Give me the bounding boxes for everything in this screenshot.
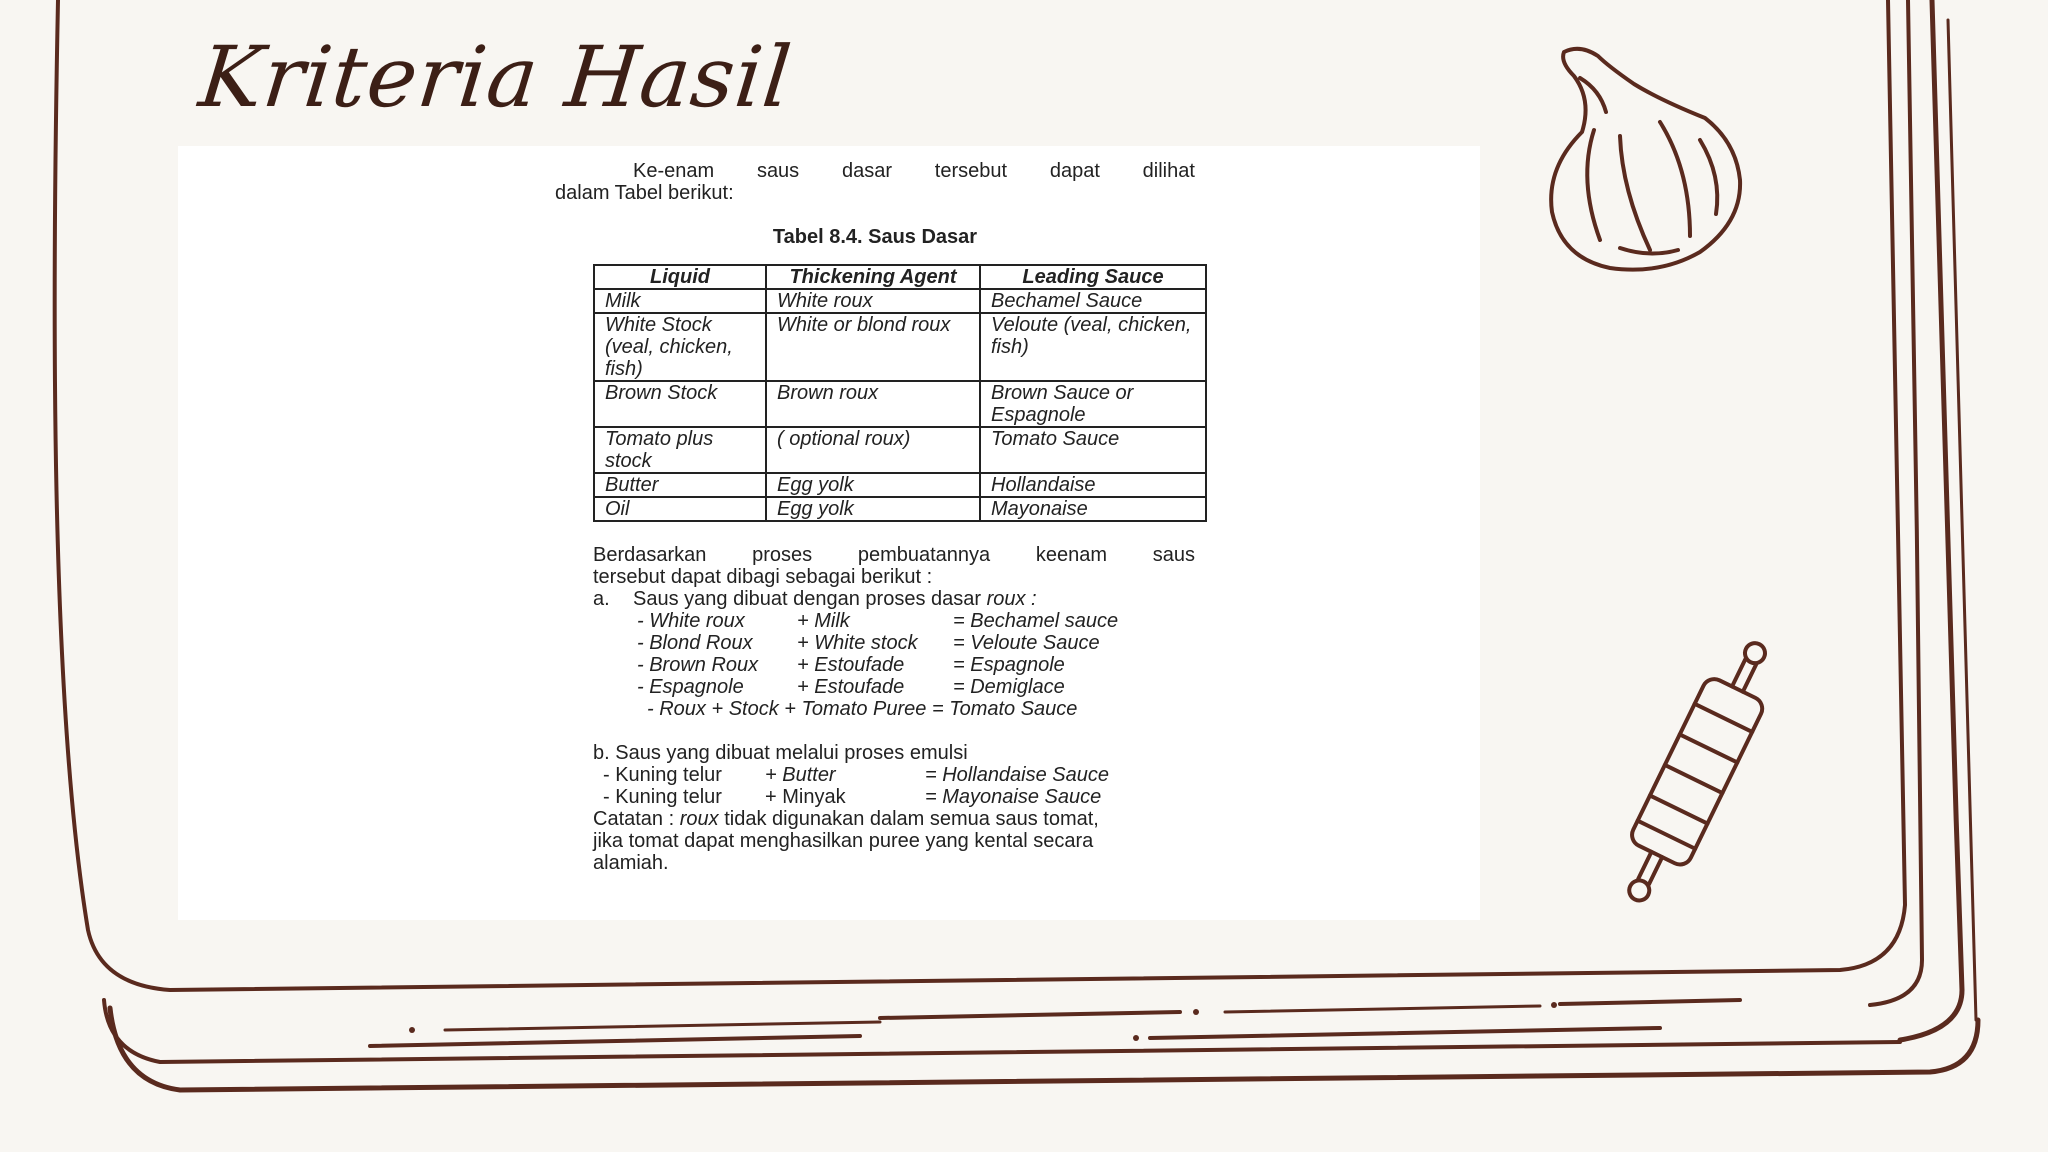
note-text: tidak digunakan dalam semua saus tomat, bbox=[724, 808, 1099, 830]
word: Berdasarkan bbox=[593, 544, 707, 566]
formula-row bbox=[593, 786, 1195, 808]
roux-term: roux : bbox=[986, 588, 1037, 610]
document-scan bbox=[178, 146, 1480, 920]
formula-row bbox=[593, 698, 1195, 720]
table-cell: Tomato plus stock bbox=[594, 427, 766, 473]
formula-addition: + Estoufade bbox=[797, 676, 905, 698]
formula-result: = Bechamel sauce bbox=[953, 610, 1119, 632]
page-title: Kriteria Hasil bbox=[194, 28, 797, 126]
note-line-3: alamiah. bbox=[593, 852, 669, 874]
table-row bbox=[594, 497, 1206, 521]
table-cell: Bechamel Sauce bbox=[980, 289, 1206, 313]
word: keenam bbox=[1035, 544, 1108, 566]
roux-term: roux bbox=[679, 808, 719, 830]
table-cell: Hollandaise bbox=[980, 473, 1206, 497]
table-cell: White or blond roux bbox=[766, 313, 980, 381]
formula-result: = Espagnole bbox=[953, 654, 1065, 676]
formula-row bbox=[593, 610, 1195, 632]
table-cell: Brown Sauce or Espagnole bbox=[980, 381, 1206, 427]
list-item-text bbox=[633, 588, 1037, 610]
table-cell: Brown Stock bbox=[594, 381, 766, 427]
word: dasar bbox=[841, 160, 892, 182]
table-row bbox=[594, 473, 1206, 497]
column-header: Leading Sauce bbox=[980, 265, 1206, 289]
word: pembuatannya bbox=[857, 544, 991, 566]
table-cell: White Stock (veal, chicken, fish) bbox=[594, 313, 766, 381]
formula-addition: + Minyak bbox=[765, 786, 846, 808]
formula-base: - Espagnole bbox=[637, 676, 744, 698]
formula-row bbox=[593, 676, 1195, 698]
note-line-1 bbox=[593, 808, 1195, 830]
formula-row bbox=[593, 632, 1195, 654]
formula-addition: + White stock bbox=[797, 632, 918, 654]
garlic-icon bbox=[1551, 49, 1740, 270]
formula-base: - Blond Roux bbox=[637, 632, 753, 654]
intro-line-2: dalam Tabel berikut: bbox=[555, 182, 734, 204]
word: saus bbox=[1152, 544, 1195, 566]
formula-result: = Hollandaise Sauce bbox=[925, 764, 1110, 786]
formula-row bbox=[593, 764, 1195, 786]
table-cell: Egg yolk bbox=[766, 473, 980, 497]
formula-base: - Kuning telur bbox=[603, 764, 722, 786]
list-item-b: b. Saus yang dibuat melalui proses emulsi bbox=[593, 742, 968, 764]
rolling-pin-icon bbox=[1606, 630, 1788, 913]
formula-addition: + Milk bbox=[797, 610, 850, 632]
list-item-a bbox=[593, 588, 1195, 610]
word: dapat bbox=[1049, 160, 1100, 182]
table-row bbox=[594, 313, 1206, 381]
formula-result: = Demiglace bbox=[953, 676, 1065, 698]
table-header-row bbox=[594, 265, 1206, 289]
table-cell: ( optional roux) bbox=[766, 427, 980, 473]
body-line-2: tersebut dapat dibagi sebagai berikut : bbox=[593, 566, 933, 588]
formula-result: = Mayonaise Sauce bbox=[925, 786, 1102, 808]
table-cell: Veloute (veal, chicken, fish) bbox=[980, 313, 1206, 381]
table-cell: Egg yolk bbox=[766, 497, 980, 521]
table-cell: Milk bbox=[594, 289, 766, 313]
table-caption: Tabel 8.4. Saus Dasar bbox=[772, 226, 978, 248]
list-marker: a. bbox=[593, 588, 610, 610]
list-item-text-main: Saus yang dibuat dengan proses dasar bbox=[633, 588, 982, 610]
table-cell: White roux bbox=[766, 289, 980, 313]
intro-line-1 bbox=[555, 160, 1195, 182]
word: dilihat bbox=[1142, 160, 1195, 182]
formula-base: - Kuning telur bbox=[603, 786, 722, 808]
formula-addition: + Butter bbox=[765, 764, 836, 786]
word: proses bbox=[752, 544, 813, 566]
table-row bbox=[594, 427, 1206, 473]
word: Ke-enam bbox=[633, 160, 715, 182]
table-cell: Tomato Sauce bbox=[980, 427, 1206, 473]
body-line-1 bbox=[593, 544, 1195, 566]
document-content bbox=[555, 160, 1195, 874]
table-row bbox=[594, 381, 1206, 427]
table-cell: Butter bbox=[594, 473, 766, 497]
formula-row bbox=[593, 654, 1195, 676]
formula-base: - White roux bbox=[637, 610, 745, 632]
table-row bbox=[594, 289, 1206, 313]
intro-paragraph bbox=[555, 160, 1195, 204]
body-text bbox=[593, 544, 1195, 874]
spacer bbox=[593, 720, 1195, 742]
formula-base: - Brown Roux bbox=[637, 654, 759, 676]
sauce-table bbox=[593, 264, 1207, 522]
note-prefix: Catatan : bbox=[593, 808, 675, 830]
column-header: Thickening Agent bbox=[766, 265, 980, 289]
column-header: Liquid bbox=[594, 265, 766, 289]
word: saus bbox=[756, 160, 800, 182]
table-cell: Mayonaise bbox=[980, 497, 1206, 521]
formula-result: = Veloute Sauce bbox=[953, 632, 1100, 654]
table-cell: Oil bbox=[594, 497, 766, 521]
table-cell: Brown roux bbox=[766, 381, 980, 427]
formula-full: - Roux + Stock + Tomato Puree = Tomato Sauce bbox=[647, 698, 1078, 720]
note-line-2: jika tomat dapat menghasilkan puree yang kental secara bbox=[593, 830, 1094, 852]
formula-addition: + Estoufade bbox=[797, 654, 905, 676]
word: tersebut bbox=[934, 160, 1008, 182]
